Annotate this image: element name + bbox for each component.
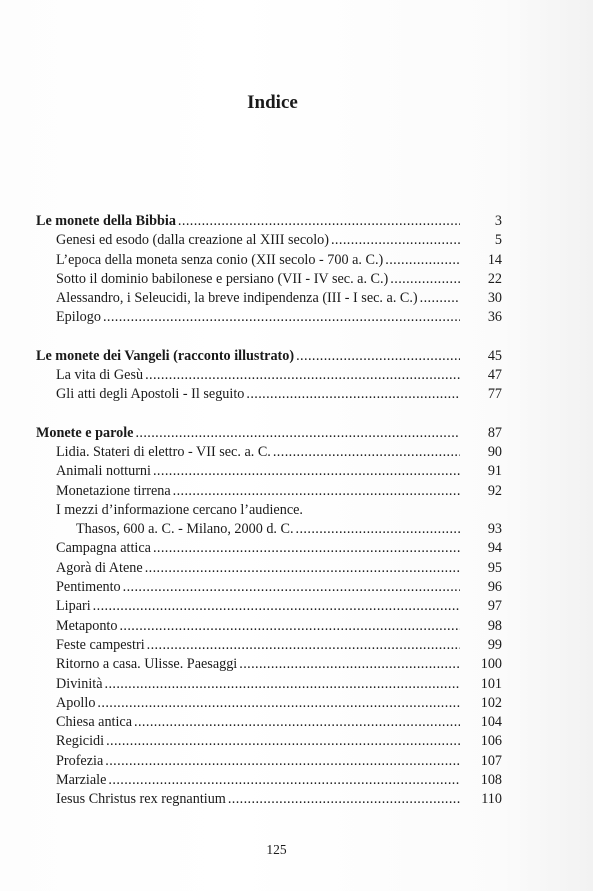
toc-page-number: 100 xyxy=(480,656,502,673)
dot-leader xyxy=(106,732,460,751)
dot-leader xyxy=(108,771,460,790)
dot-leader xyxy=(246,385,460,404)
toc-entry xyxy=(36,713,502,732)
dot-leader xyxy=(390,270,460,289)
dot-leader xyxy=(239,655,460,674)
toc-page-number: 107 xyxy=(480,752,502,769)
dot-leader xyxy=(273,443,460,462)
toc-section-heading xyxy=(36,347,502,366)
toc-entry-title: Pentimento xyxy=(56,579,121,596)
toc-entry xyxy=(36,539,502,558)
dot-leader xyxy=(105,675,461,694)
dot-leader xyxy=(228,790,460,809)
toc-section xyxy=(36,347,502,405)
toc-entry xyxy=(36,251,502,270)
toc-page-number: 98 xyxy=(487,617,502,634)
toc-entry xyxy=(36,270,502,289)
toc-entry xyxy=(36,520,502,539)
toc-entry xyxy=(36,675,502,694)
toc-entry-title: Sotto il dominio babilonese e persiano (VII - IV sec. a. C.) xyxy=(56,270,389,287)
table-of-contents xyxy=(36,212,502,829)
toc-entry-title: Animali notturni xyxy=(56,463,151,480)
toc-page-number: 95 xyxy=(487,559,502,576)
toc-entry-title: Le monete della Bibbia xyxy=(36,213,176,229)
dot-leader xyxy=(153,539,460,558)
toc-entry xyxy=(36,752,502,771)
dot-leader xyxy=(296,520,460,539)
toc-entry-title: Le monete dei Vangeli (racconto illustrato) xyxy=(36,347,295,364)
toc-entry-title: Alessandro, i Seleucidi, la breve indipendenza (III - I sec. a. C.) xyxy=(56,290,418,307)
dot-leader xyxy=(105,752,460,771)
toc-page-number: 110 xyxy=(481,791,502,808)
toc-page-number: 108 xyxy=(480,772,502,789)
toc-page-number: 92 xyxy=(487,482,502,499)
toc-entry-title: I mezzi d’informazione cercano l’audience. xyxy=(56,501,303,518)
dot-leader xyxy=(385,251,460,270)
toc-entry-title: Ritorno a casa. Ulisse. Paesaggi xyxy=(56,656,238,673)
dot-leader xyxy=(119,617,460,636)
toc-page-number: 14 xyxy=(487,251,502,268)
toc-entry xyxy=(36,597,502,616)
toc-entry xyxy=(36,366,502,385)
dot-leader xyxy=(103,308,460,327)
dot-leader xyxy=(178,212,460,231)
toc-entry xyxy=(36,443,502,462)
toc-entry-title: L’epoca della moneta senza conio (XII secolo - 700 a. C.) xyxy=(56,251,384,268)
page-number: 125 xyxy=(266,842,287,857)
toc-entry-title: Epilogo xyxy=(56,309,101,326)
dot-leader xyxy=(331,231,460,250)
page-title: Indice xyxy=(247,92,298,113)
toc-entry-title: Genesi ed esodo (dalla creazione al XIII secolo) xyxy=(56,232,329,249)
toc-entry-title: Lipari xyxy=(56,598,91,615)
toc-entry xyxy=(36,231,502,250)
toc-entry-title: Thasos, 600 a. C. - Milano, 2000 d. C. xyxy=(76,521,294,538)
toc-page-number: 3 xyxy=(494,213,502,229)
dot-leader xyxy=(153,462,460,481)
toc-entry xyxy=(36,790,502,809)
toc-page-number: 91 xyxy=(487,463,502,480)
toc-page-number: 36 xyxy=(487,309,502,326)
toc-page-number: 93 xyxy=(487,521,502,538)
toc-entry-title: Agorà di Atene xyxy=(56,559,143,576)
toc-entry-title: Profezia xyxy=(56,752,104,769)
toc-page-number: 102 xyxy=(480,694,502,711)
toc-entry-title: Regicidi xyxy=(56,733,105,750)
toc-section xyxy=(36,424,502,810)
toc-page-number: 97 xyxy=(487,598,502,615)
dot-leader xyxy=(134,713,460,732)
toc-entry xyxy=(36,559,502,578)
toc-entry-title: Monete e parole xyxy=(36,424,134,441)
toc-entry-title: Lidia. Stateri di elettro - VII sec. a. C. xyxy=(56,443,271,460)
dot-leader xyxy=(93,597,460,616)
toc-entry xyxy=(36,462,502,481)
toc-entry-title: La vita di Gesù xyxy=(56,367,144,384)
toc-entry xyxy=(36,732,502,751)
toc-page-number: 99 xyxy=(487,636,502,653)
toc-entry xyxy=(36,308,502,327)
toc-section-heading xyxy=(36,212,502,231)
toc-entry-title: Apollo xyxy=(56,694,96,711)
toc-entry xyxy=(36,636,502,655)
toc-entry-title: Chiesa antica xyxy=(56,714,133,731)
toc-entry xyxy=(36,289,502,308)
toc-entry xyxy=(36,501,502,520)
toc-entry-title: Iesus Christus rex regnantium xyxy=(56,791,226,808)
toc-page-number: 87 xyxy=(487,424,502,441)
toc-entry-title: Campagna attica xyxy=(56,540,151,557)
dot-leader xyxy=(173,482,460,501)
toc-page-number: 96 xyxy=(487,579,502,596)
toc-entry xyxy=(36,694,502,713)
toc-page-number: 45 xyxy=(487,347,502,364)
toc-section xyxy=(36,212,502,328)
toc-entry xyxy=(36,655,502,674)
toc-page-number: 101 xyxy=(480,675,502,692)
toc-page-number: 22 xyxy=(487,270,502,287)
toc-page-number: 94 xyxy=(487,540,502,557)
dot-leader xyxy=(420,289,460,308)
dot-leader xyxy=(145,366,460,385)
dot-leader xyxy=(296,347,460,366)
dot-leader xyxy=(135,424,460,443)
toc-page-number: 5 xyxy=(494,232,502,249)
toc-entry xyxy=(36,482,502,501)
toc-page-number: 106 xyxy=(480,733,502,750)
toc-entry-title: Gli atti degli Apostoli - Il seguito xyxy=(56,386,245,403)
toc-entry xyxy=(36,578,502,597)
dot-leader xyxy=(123,578,460,597)
toc-entry-title: Divinità xyxy=(56,675,103,692)
toc-section-heading xyxy=(36,424,502,443)
dot-leader xyxy=(97,694,460,713)
toc-page-number: 30 xyxy=(487,290,502,307)
toc-entry-title: Feste campestri xyxy=(56,636,145,653)
toc-entry-title: Marziale xyxy=(56,772,107,789)
toc-page-number: 104 xyxy=(480,714,502,731)
dot-leader xyxy=(147,636,460,655)
toc-entry-title: Metaponto xyxy=(56,617,118,634)
toc-page-number: 77 xyxy=(487,386,502,403)
dot-leader xyxy=(145,559,460,578)
toc-page-number: 90 xyxy=(487,443,502,460)
toc-page-number: 47 xyxy=(487,367,502,384)
toc-entry xyxy=(36,385,502,404)
toc-entry xyxy=(36,617,502,636)
toc-entry-title: Monetazione tirrena xyxy=(56,482,171,499)
toc-entry xyxy=(36,771,502,790)
